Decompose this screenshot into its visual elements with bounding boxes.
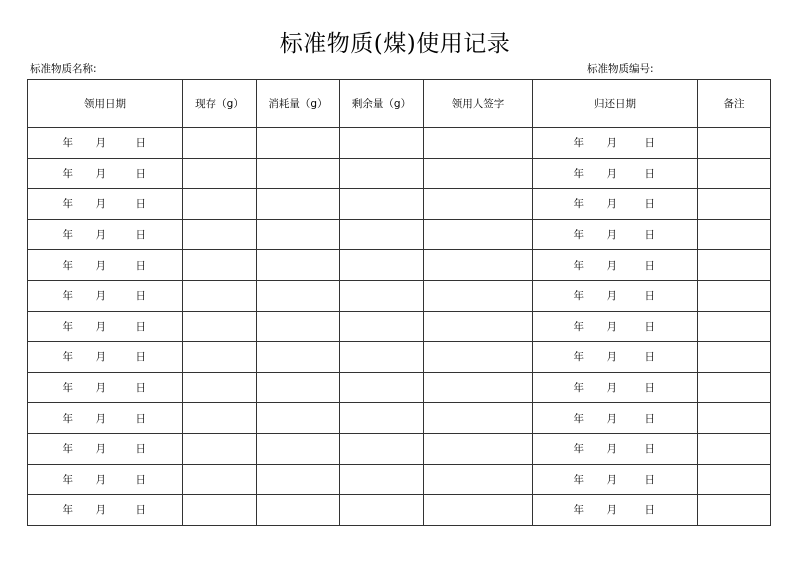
return-date-cell[interactable] [533,311,698,342]
stock-cell[interactable] [183,189,257,220]
date-unit-day: 日 [135,167,146,180]
date-units [63,441,148,456]
stock-cell[interactable] [183,464,257,495]
date-unit-day: 日 [644,229,655,242]
date-unit-month: 月 [606,382,617,395]
date-units [63,472,148,487]
date-unit-year: 年 [573,443,584,456]
date-unit-month: 月 [95,229,106,242]
recipient-signature-cell[interactable] [424,219,533,250]
remarks-cell[interactable] [698,464,771,495]
return-date-cell[interactable] [533,280,698,311]
consumption-cell[interactable] [257,403,340,434]
date-unit-month: 月 [95,473,106,486]
consumption-cell[interactable] [257,372,340,403]
table-row [28,189,771,220]
date-unit-year: 年 [62,351,73,364]
date-unit-day: 日 [135,229,146,242]
date-unit-month: 月 [606,473,617,486]
return-date-cell[interactable] [533,158,698,189]
return-date-cell[interactable] [533,219,698,250]
date-unit-year: 年 [62,137,73,150]
date-unit-month: 月 [606,320,617,333]
header-remarks: 备注 [698,80,771,128]
recipient-signature-cell[interactable] [424,495,533,526]
date-units [63,349,148,364]
date-unit-day: 日 [135,473,146,486]
remarks-cell[interactable] [698,158,771,189]
remarks-cell[interactable] [698,403,771,434]
stock-cell[interactable] [183,342,257,373]
remaining-cell[interactable] [340,189,424,220]
remaining-cell[interactable] [340,250,424,281]
recipient-signature-cell[interactable] [424,433,533,464]
date-units [574,380,657,395]
date-unit-month: 月 [95,198,106,211]
date-units [574,196,657,211]
issue-date-cell[interactable] [28,128,183,159]
date-unit-month: 月 [95,412,106,425]
issue-date-cell[interactable] [28,280,183,311]
date-units [574,319,657,334]
date-unit-year: 年 [62,443,73,456]
remarks-cell[interactable] [698,128,771,159]
header-stock: 现存（g） [183,80,257,128]
issue-date-cell[interactable] [28,219,183,250]
date-units [574,502,657,517]
date-unit-year: 年 [62,198,73,211]
material-name-label: 标准物质名称: [30,63,97,75]
table-row [28,219,771,250]
date-unit-year: 年 [573,320,584,333]
table-row [28,372,771,403]
table-body [28,128,771,526]
date-units [63,196,148,211]
table-row [28,464,771,495]
date-unit-year: 年 [573,382,584,395]
issue-date-cell[interactable] [28,403,183,434]
date-unit-year: 年 [62,382,73,395]
remarks-cell[interactable] [698,280,771,311]
remaining-cell[interactable] [340,280,424,311]
remarks-cell[interactable] [698,342,771,373]
consumption-cell[interactable] [257,495,340,526]
date-unit-year: 年 [62,259,73,272]
date-unit-month: 月 [95,259,106,272]
table-row [28,158,771,189]
date-unit-year: 年 [62,229,73,242]
stock-cell[interactable] [183,219,257,250]
date-unit-day: 日 [644,443,655,456]
return-date-cell[interactable] [533,128,698,159]
remarks-cell[interactable] [698,495,771,526]
consumption-cell[interactable] [257,433,340,464]
date-unit-month: 月 [606,167,617,180]
date-units [63,166,148,181]
date-unit-day: 日 [135,137,146,150]
remarks-cell[interactable] [698,372,771,403]
date-unit-day: 日 [644,382,655,395]
remaining-cell[interactable] [340,128,424,159]
remarks-cell[interactable] [698,189,771,220]
date-unit-day: 日 [135,412,146,425]
return-date-cell[interactable] [533,372,698,403]
date-units [63,227,148,242]
consumption-cell[interactable] [257,280,340,311]
date-unit-month: 月 [606,137,617,150]
date-unit-day: 日 [644,351,655,364]
date-unit-day: 日 [135,320,146,333]
date-unit-year: 年 [62,167,73,180]
remarks-cell[interactable] [698,250,771,281]
date-unit-day: 日 [644,473,655,486]
date-unit-month: 月 [95,290,106,303]
remaining-cell[interactable] [340,219,424,250]
date-unit-year: 年 [573,137,584,150]
date-unit-day: 日 [644,167,655,180]
date-unit-year: 年 [573,504,584,517]
date-unit-year: 年 [573,351,584,364]
remaining-cell[interactable] [340,372,424,403]
date-units [574,135,657,150]
date-unit-month: 月 [606,412,617,425]
consumption-cell[interactable] [257,250,340,281]
date-unit-month: 月 [606,229,617,242]
issue-date-cell[interactable] [28,372,183,403]
date-units [574,441,657,456]
table-row [28,495,771,526]
stock-cell[interactable] [183,280,257,311]
table-row [28,280,771,311]
remaining-cell[interactable] [340,158,424,189]
remarks-cell[interactable] [698,311,771,342]
date-units [63,258,148,273]
date-unit-year: 年 [573,198,584,211]
issue-date-cell[interactable] [28,464,183,495]
return-date-cell[interactable] [533,189,698,220]
table-row [28,250,771,281]
consumption-cell[interactable] [257,311,340,342]
date-unit-month: 月 [95,167,106,180]
date-unit-month: 月 [95,320,106,333]
consumption-cell[interactable] [257,342,340,373]
remarks-cell[interactable] [698,219,771,250]
date-unit-day: 日 [644,320,655,333]
date-unit-year: 年 [62,290,73,303]
return-date-cell[interactable] [533,433,698,464]
date-units [574,411,657,426]
usage-record-table [27,79,771,526]
date-units [63,135,148,150]
date-unit-day: 日 [135,198,146,211]
date-unit-month: 月 [95,382,106,395]
issue-date-cell[interactable] [28,158,183,189]
consumption-cell[interactable] [257,219,340,250]
date-unit-month: 月 [606,351,617,364]
date-unit-year: 年 [573,259,584,272]
remaining-cell[interactable] [340,433,424,464]
header-consumption: 消耗量（g） [257,80,340,128]
header-return-date: 归还日期 [533,80,698,128]
date-units [574,349,657,364]
recipient-signature-cell[interactable] [424,128,533,159]
recipient-signature-cell[interactable] [424,250,533,281]
date-unit-day: 日 [644,290,655,303]
table-row [28,342,771,373]
stock-cell[interactable] [183,433,257,464]
date-unit-month: 月 [95,137,106,150]
date-unit-month: 月 [606,290,617,303]
date-unit-month: 月 [95,351,106,364]
stock-cell[interactable] [183,250,257,281]
header-recipient-signature: 领用人签字 [424,80,533,128]
date-units [63,288,148,303]
return-date-cell[interactable] [533,495,698,526]
consumption-cell[interactable] [257,128,340,159]
stock-cell[interactable] [183,372,257,403]
date-units [574,166,657,181]
recipient-signature-cell[interactable] [424,342,533,373]
date-unit-year: 年 [573,290,584,303]
stock-cell[interactable] [183,128,257,159]
return-date-cell[interactable] [533,342,698,373]
date-unit-year: 年 [573,412,584,425]
recipient-signature-cell[interactable] [424,464,533,495]
header-row [28,80,771,128]
recipient-signature-cell[interactable] [424,280,533,311]
date-units [574,258,657,273]
stock-cell[interactable] [183,403,257,434]
date-units [63,319,148,334]
return-date-cell[interactable] [533,403,698,434]
stock-cell[interactable] [183,158,257,189]
date-unit-month: 月 [606,198,617,211]
remaining-cell[interactable] [340,311,424,342]
return-date-cell[interactable] [533,464,698,495]
consumption-cell[interactable] [257,158,340,189]
date-unit-day: 日 [644,412,655,425]
header-issue-date: 领用日期 [28,80,183,128]
date-unit-year: 年 [573,167,584,180]
date-unit-year: 年 [62,412,73,425]
date-units [574,472,657,487]
date-unit-day: 日 [644,198,655,211]
stock-cell[interactable] [183,311,257,342]
date-unit-day: 日 [135,382,146,395]
recipient-signature-cell[interactable] [424,372,533,403]
date-unit-year: 年 [62,504,73,517]
remarks-cell[interactable] [698,433,771,464]
date-units [574,288,657,303]
date-unit-month: 月 [606,443,617,456]
date-units [574,227,657,242]
issue-date-cell[interactable] [28,189,183,220]
date-units [63,380,148,395]
recipient-signature-cell[interactable] [424,189,533,220]
date-unit-day: 日 [644,137,655,150]
table-row [28,403,771,434]
date-unit-month: 月 [95,443,106,456]
date-unit-year: 年 [573,229,584,242]
date-unit-day: 日 [135,504,146,517]
issue-date-cell[interactable] [28,433,183,464]
recipient-signature-cell[interactable] [424,403,533,434]
issue-date-cell[interactable] [28,311,183,342]
date-unit-day: 日 [135,259,146,272]
date-units [63,411,148,426]
consumption-cell[interactable] [257,189,340,220]
recipient-signature-cell[interactable] [424,311,533,342]
date-unit-year: 年 [62,473,73,486]
date-unit-month: 月 [95,504,106,517]
return-date-cell[interactable] [533,250,698,281]
date-unit-year: 年 [573,473,584,486]
issue-date-cell[interactable] [28,250,183,281]
remaining-cell[interactable] [340,403,424,434]
date-unit-day: 日 [135,351,146,364]
date-unit-month: 月 [606,259,617,272]
date-unit-day: 日 [644,259,655,272]
date-units [63,502,148,517]
remaining-cell[interactable] [340,495,424,526]
material-code-label: 标准物质编号: [587,63,654,75]
table-row [28,311,771,342]
date-unit-month: 月 [606,504,617,517]
date-unit-year: 年 [62,320,73,333]
issue-date-cell[interactable] [28,495,183,526]
remaining-cell[interactable] [340,342,424,373]
page-title: 标准物质(煤)使用记录 [279,31,511,57]
recipient-signature-cell[interactable] [424,158,533,189]
stock-cell[interactable] [183,495,257,526]
date-unit-day: 日 [644,504,655,517]
issue-date-cell[interactable] [28,342,183,373]
date-unit-day: 日 [135,443,146,456]
consumption-cell[interactable] [257,464,340,495]
table-row [28,128,771,159]
table-row [28,433,771,464]
header-remaining: 剩余量（g） [340,80,424,128]
date-unit-day: 日 [135,290,146,303]
remaining-cell[interactable] [340,464,424,495]
